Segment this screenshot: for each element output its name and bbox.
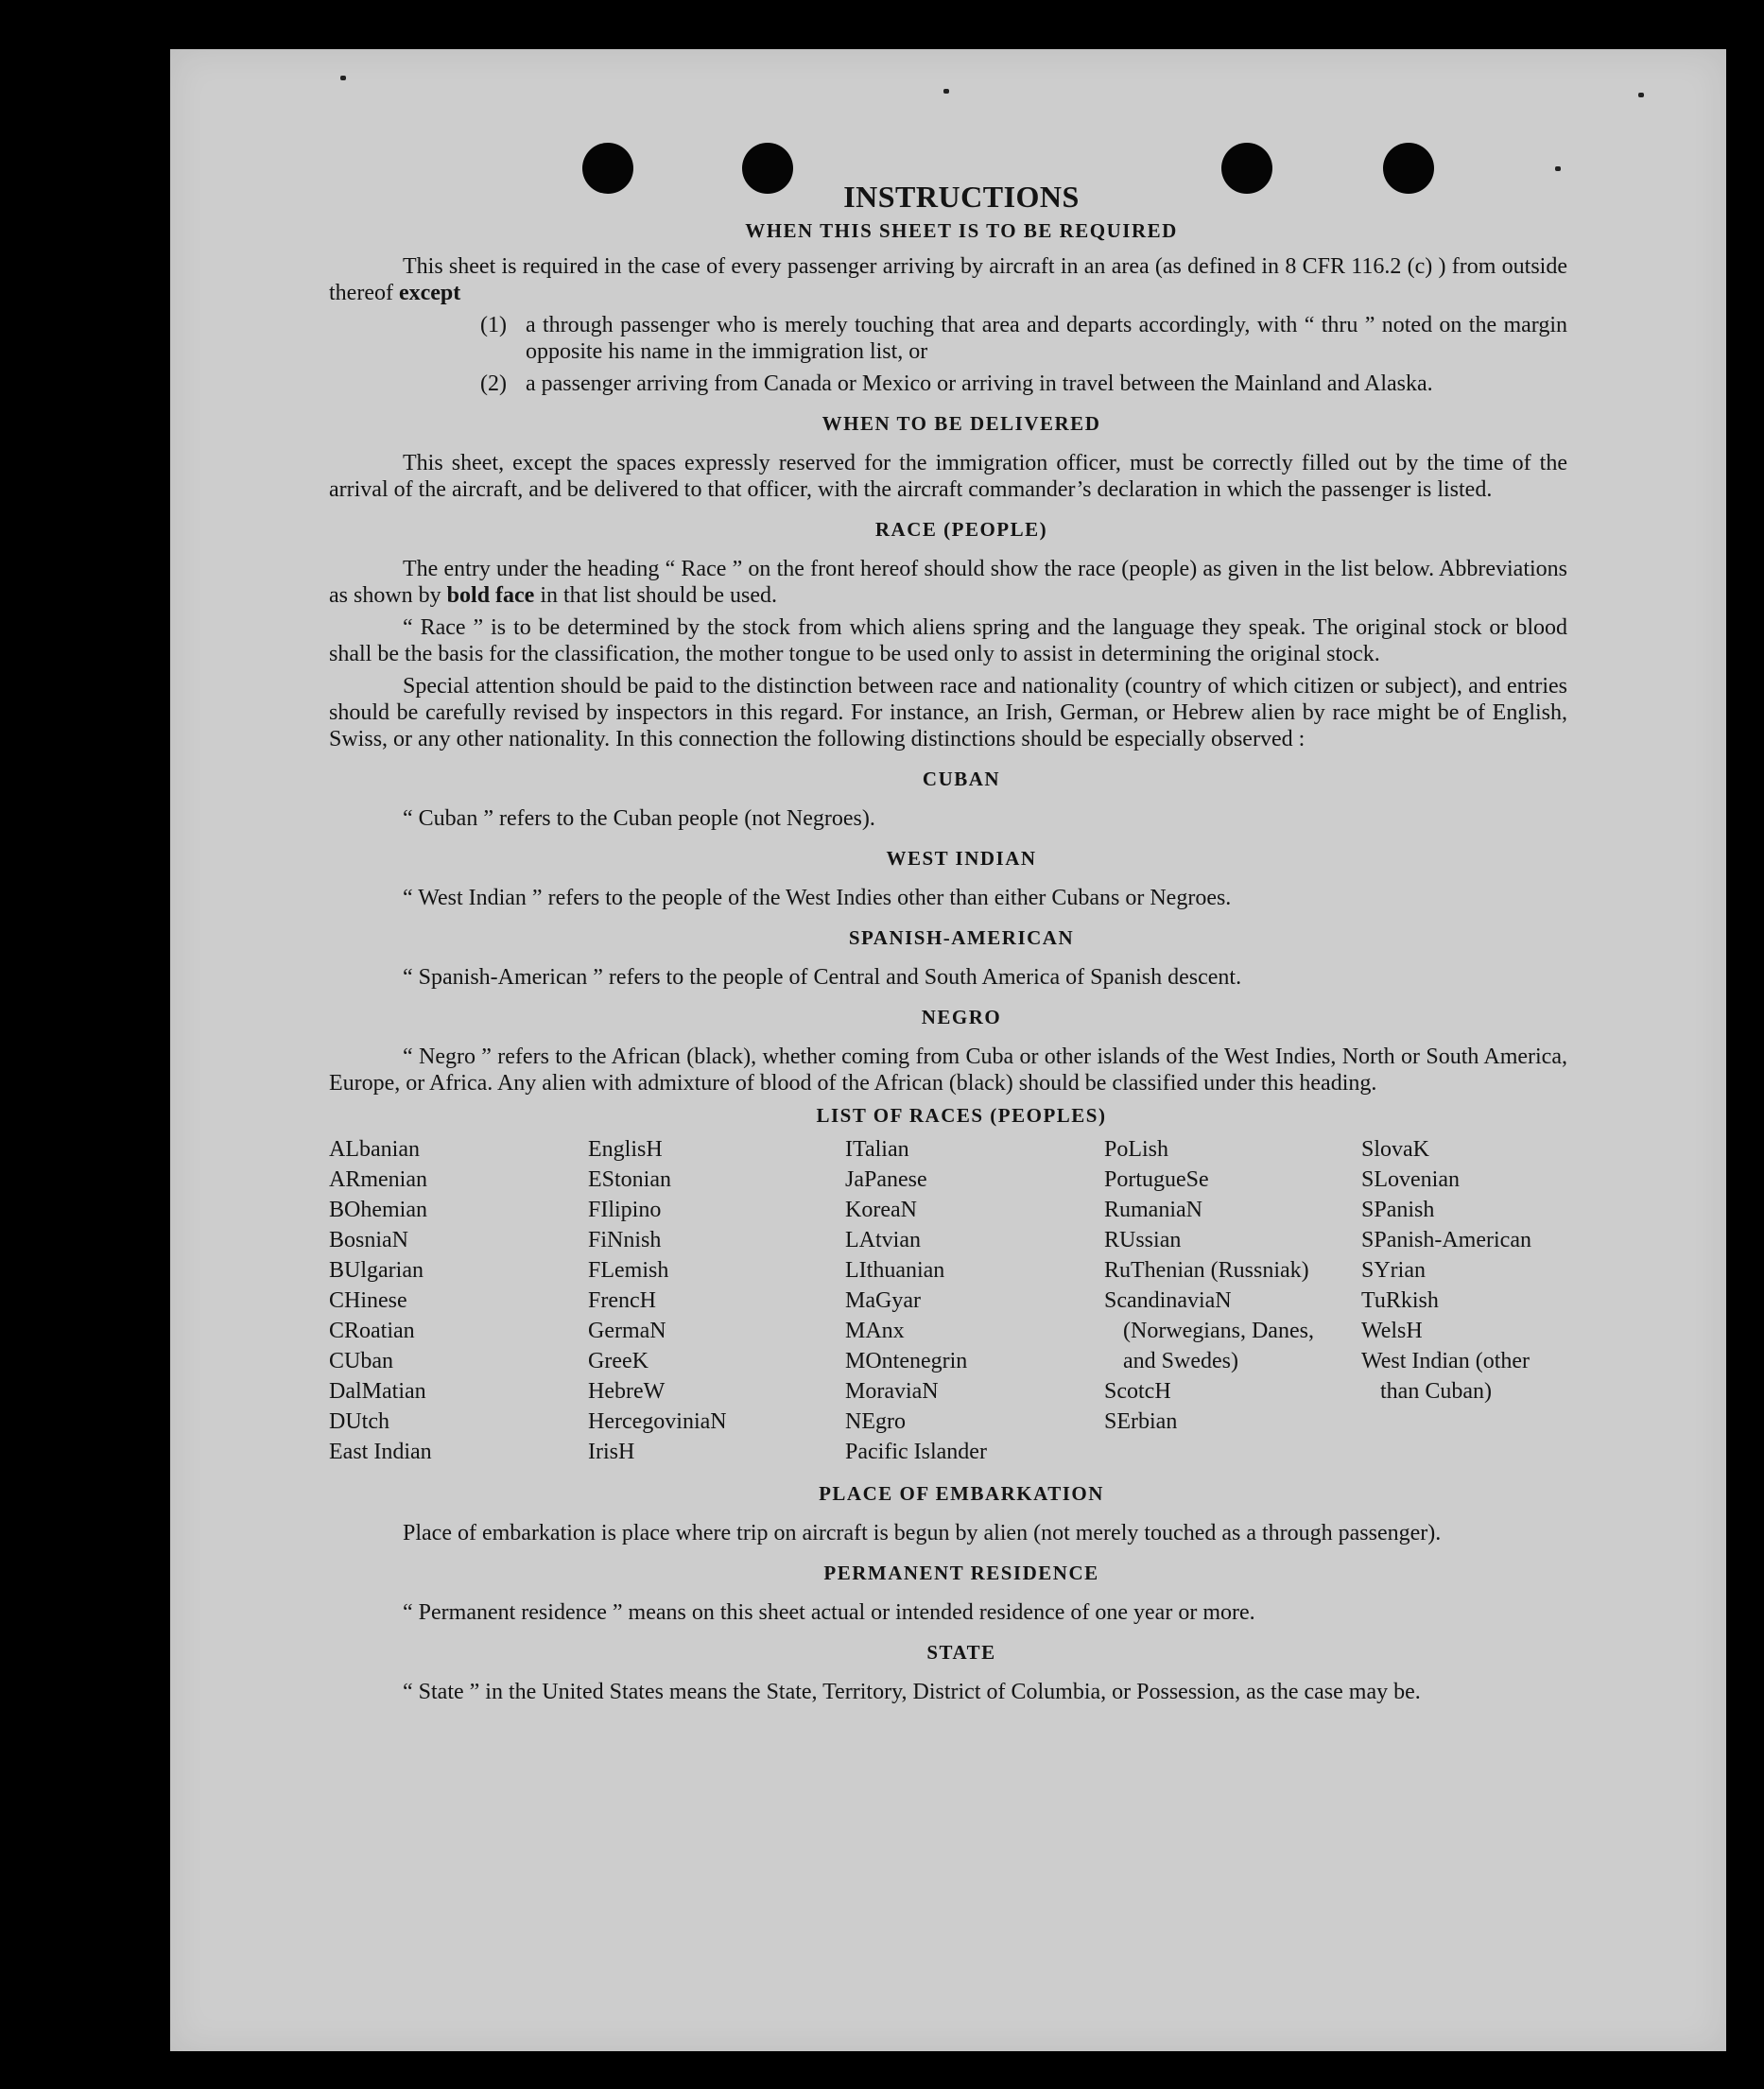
- race-entry: DUtch: [329, 1409, 389, 1434]
- when-required-intro-text: This sheet is required in the case of every passenger arriving by aircraft in an area (as defined in 8 CFR 116.2 (c) ) from outside thereof: [329, 254, 1567, 305]
- heading-list-of-races: LIST OF RACES (PEOPLES): [816, 1104, 1107, 1127]
- race-entry: SYrian: [1361, 1258, 1426, 1283]
- heading-negro: NEGRO: [921, 1006, 1002, 1028]
- race-entry: CUban: [329, 1349, 393, 1373]
- spanish-american-text: “ Spanish-American ” refers to the people of Central and South America of Spanish descent.: [403, 965, 1242, 990]
- race-entry: LIthuanian: [845, 1258, 945, 1283]
- race-entry: MOntenegrin: [845, 1349, 968, 1373]
- race-entry: LAtvian: [845, 1228, 921, 1252]
- race-p1-start: The entry under the heading “ Race ” on the front hereof should show the race (people) as given in the list below. Abbreviations as shown by: [329, 557, 1567, 608]
- race-entry: MAnx: [845, 1319, 905, 1343]
- exception-item: [480, 312, 1567, 365]
- race-entry: DalMatian: [329, 1379, 426, 1404]
- race-paragraph-1: [329, 556, 1567, 609]
- race-entry: SPanish: [1361, 1198, 1435, 1222]
- race-p1-bold: bold face: [446, 583, 535, 608]
- race-entry: West Indian (other than Cuban): [1361, 1349, 1531, 1404]
- races-column: [1361, 1134, 1567, 1467]
- state-text: “ State ” in the United States means the State, Territory, District of Columbia, or Possession, as the case may be.: [403, 1680, 1421, 1704]
- page-title: INSTRUCTIONS: [843, 180, 1080, 214]
- exception-text: a through passenger who is merely touching that area and departs accordingly, with “ thru ” noted on the margin opposite his name in the immigration list, or: [526, 313, 1567, 364]
- race-entry: SPanish-American: [1361, 1228, 1531, 1252]
- embarkation-text: Place of embarkation is place where trip on aircraft is begun by alien (not merely touched as a through passenger).: [403, 1521, 1442, 1545]
- race-entry: EnglisH: [588, 1137, 663, 1162]
- race-entry: HebreW: [588, 1379, 666, 1404]
- heading-cuban: CUBAN: [922, 768, 1001, 790]
- race-entry: FLemish: [588, 1258, 669, 1283]
- race-entry: KoreaN: [845, 1198, 917, 1222]
- race-paragraph-3: Special attention should be paid to the distinction between race and nationality (country of which citizen or subject), and entries should be carefully revised by inspectors in this regard. For instance, an Irish, German, or Hebrew alien by race might be of English, Swiss, or any other nationality. In this connection the following distinctions should be especially observed :: [329, 674, 1567, 751]
- instructions-content: [329, 178, 1567, 1711]
- race-entry: East Indian: [329, 1440, 432, 1464]
- heading-when-required: WHEN THIS SHEET IS TO BE REQUIRED: [745, 219, 1178, 242]
- exception-text: a passenger arriving from Canada or Mexico or arriving in travel between the Mainland and Alaska.: [526, 371, 1433, 396]
- race-entry: ScotcH: [1104, 1379, 1171, 1404]
- when-delivered-text: This sheet, except the spaces expressly reserved for the immigration officer, must be correctly filled out by the time of the arrival of the aircraft, and be delivered to that officer, with the aircraft commander’s declaration in which the passenger is listed.: [329, 451, 1567, 502]
- race-paragraph-2: “ Race ” is to be determined by the stock from which aliens spring and the language they speak. The original stock or blood shall be the basis for the classification, the mother tongue to be used only to assist in determining the original stock.: [329, 615, 1567, 666]
- race-entry: BosniaN: [329, 1228, 408, 1252]
- race-entry: RUssian: [1104, 1228, 1182, 1252]
- race-entry: SlovaK: [1361, 1137, 1429, 1162]
- race-entry: Pacific Islander: [845, 1440, 987, 1464]
- race-entry: NEgro: [845, 1409, 906, 1434]
- race-entry: RumaniaN: [1104, 1198, 1202, 1222]
- race-entry: ITalian: [845, 1137, 909, 1162]
- race-p1-end: in that list should be used.: [540, 583, 777, 608]
- race-entry: JaPanese: [845, 1167, 927, 1192]
- heading-state: STATE: [926, 1641, 996, 1664]
- race-entry: MoraviaN: [845, 1379, 939, 1404]
- heading-spanish-american: SPANISH-AMERICAN: [848, 926, 1075, 949]
- speck: [340, 76, 346, 80]
- race-entry: FrencH: [588, 1288, 656, 1313]
- race-entry: GreeK: [588, 1349, 649, 1373]
- race-entry: SLovenian: [1361, 1167, 1460, 1192]
- races-column: [1104, 1134, 1361, 1467]
- races-column: [329, 1134, 588, 1467]
- race-entry: CRoatian: [329, 1319, 415, 1343]
- heading-race: RACE (PEOPLE): [874, 518, 1048, 541]
- exception-number: (1): [480, 313, 507, 337]
- race-entry: CHinese: [329, 1288, 407, 1313]
- when-required-intro: [329, 253, 1567, 306]
- west-indian-text: “ West Indian ” refers to the people of the West Indies other than either Cubans or Negroes.: [403, 886, 1232, 910]
- race-entry: ARmenian: [329, 1167, 427, 1192]
- race-entry: PoLish: [1104, 1137, 1169, 1162]
- race-entry: WelsH: [1361, 1319, 1423, 1343]
- race-entry: PortugueSe: [1104, 1167, 1209, 1192]
- races-list: [329, 1134, 1567, 1467]
- heading-permanent-residence: PERMANENT RESIDENCE: [823, 1562, 1099, 1584]
- residence-text: “ Permanent residence ” means on this sheet actual or intended residence of one year or more.: [403, 1600, 1255, 1625]
- race-entry: SErbian: [1104, 1409, 1178, 1434]
- heading-when-delivered: WHEN TO BE DELIVERED: [821, 412, 1101, 435]
- race-entry: RuThenian (Russniak): [1104, 1258, 1309, 1283]
- race-entry: ScandinaviaN (Norwegians, Danes, and Swedes): [1104, 1288, 1314, 1373]
- heading-embarkation: PLACE OF EMBARKATION: [819, 1482, 1104, 1505]
- race-entry: BOhemian: [329, 1198, 427, 1222]
- exception-item: [480, 371, 1567, 397]
- race-entry: BUlgarian: [329, 1258, 424, 1283]
- race-entry: FIlipino: [588, 1198, 662, 1222]
- cuban-text: “ Cuban ” refers to the Cuban people (not Negroes).: [403, 806, 875, 831]
- races-column: [588, 1134, 845, 1467]
- speck: [1638, 93, 1644, 97]
- race-entry: FiNnish: [588, 1228, 662, 1252]
- races-column: [845, 1134, 1104, 1467]
- speck: [943, 89, 949, 94]
- when-required-except: except: [398, 281, 461, 305]
- race-entry: EStonian: [588, 1167, 671, 1192]
- race-entry: IrisH: [588, 1440, 635, 1464]
- race-entry: GermaN: [588, 1319, 666, 1343]
- race-entry: HercegoviniaN: [588, 1409, 727, 1434]
- exception-number: (2): [480, 371, 507, 396]
- heading-west-indian: WEST INDIAN: [886, 847, 1037, 870]
- race-entry: MaGyar: [845, 1288, 921, 1313]
- speck: [1555, 166, 1561, 171]
- race-entry: TuRkish: [1361, 1288, 1439, 1313]
- negro-text: “ Negro ” refers to the African (black), whether coming from Cuba or other islands of the West Indies, North or South America, Europe, or Africa. Any alien with admixture of blood of the African (black) should be classified under this heading.: [329, 1044, 1567, 1096]
- race-entry: ALbanian: [329, 1137, 420, 1162]
